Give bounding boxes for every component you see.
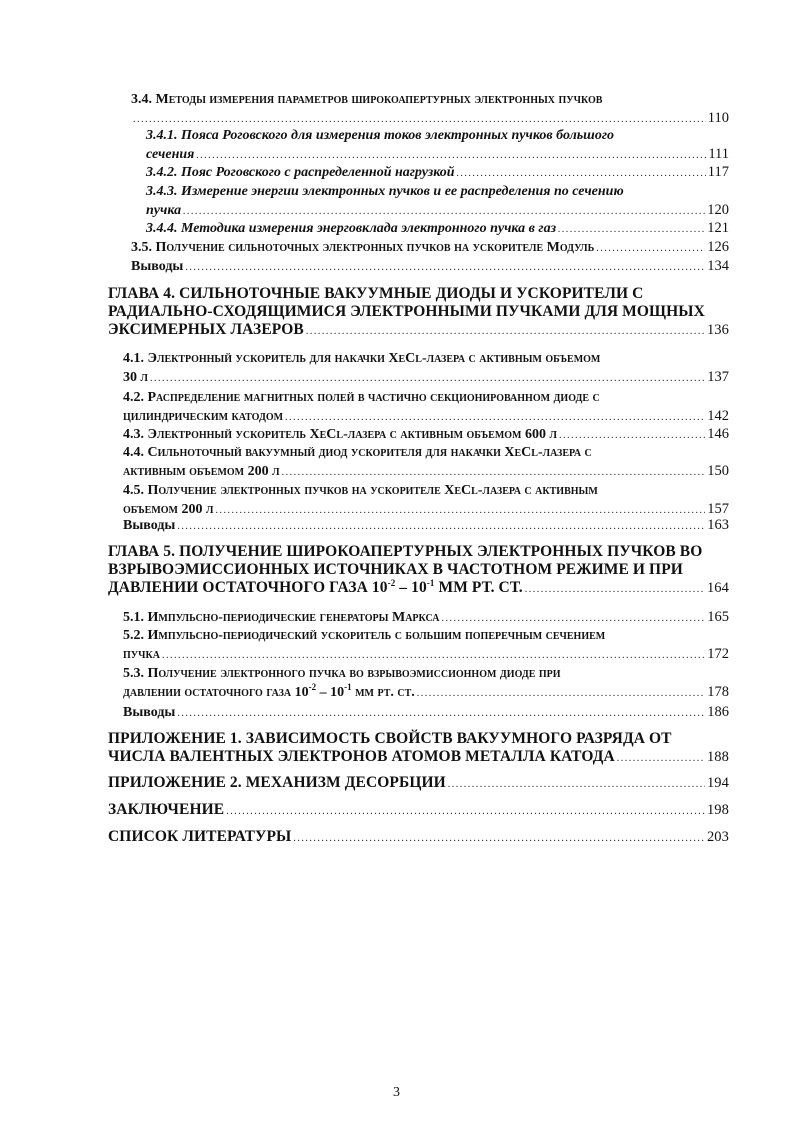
toc-page-number: 178 — [707, 684, 729, 700]
toc-entry-title-cont: пучка — [146, 203, 182, 218]
toc-entry-title: СПИСОК ЛИТЕРАТУРЫ — [108, 828, 292, 845]
toc-entry-title: 5.1. Импульсно-периодические генераторы Маркса — [123, 610, 440, 625]
toc-entry-conclusion[interactable] — [108, 801, 729, 819]
toc-page-number: 142 — [707, 408, 729, 424]
dot-leader — [559, 427, 705, 445]
toc-page-number: 165 — [707, 609, 729, 625]
toc-entry-4-4[interactable] — [123, 444, 729, 480]
toc-entry-title-cont: активным объемом 200 л — [123, 464, 280, 479]
toc-entry-title: 3.4.3. Измерение энергии электронных пучков и ее распределения по сечению — [146, 184, 624, 199]
toc-entry-title: 3.4.1. Пояса Роговского для измерения токов электронных пучков большого — [146, 128, 615, 143]
toc-entry-title: 4.1. Электронный ускоритель для накачки XeCl-лазера с активным объемом — [123, 351, 601, 366]
toc-entry-appendix-1[interactable] — [108, 730, 729, 766]
toc-entry-3-4-1[interactable] — [146, 127, 729, 163]
toc-entry-5-1[interactable] — [123, 608, 729, 626]
toc-entry-title: 3.4. Методы измерения параметров широкоапертурных электронных пучков — [131, 92, 603, 107]
toc-entry-title: ПРИЛОЖЕНИЕ 2. МЕХАНИЗМ ДЕСОРБЦИИ — [108, 774, 446, 791]
toc-entry-4-1[interactable] — [123, 350, 729, 386]
dot-leader — [282, 464, 706, 482]
dot-leader — [617, 750, 705, 768]
toc-entry-3-4[interactable] — [131, 91, 729, 127]
toc-page-number: 163 — [707, 517, 729, 533]
dot-leader — [185, 259, 705, 277]
dot-leader — [150, 370, 705, 388]
toc-page-number: 188 — [706, 749, 729, 765]
toc-page-number: 146 — [707, 426, 729, 442]
toc-page-number: 134 — [707, 258, 729, 274]
toc-page-number: 110 — [707, 110, 729, 126]
toc-entry-title: 3.5. Получение сильноточных электронных пучков на ускорителе Модуль — [131, 240, 595, 255]
toc-entry-title: 4.4. Сильноточный вакуумный диод ускорителя для накачки XeCl-лазера с — [123, 445, 592, 460]
toc-entry-title: Выводы — [123, 705, 176, 720]
toc-entry-4-5[interactable] — [123, 482, 729, 518]
toc-entry-appendix-2[interactable] — [108, 774, 729, 792]
toc-entry-title: ЗАКЛЮЧЕНИЕ — [108, 801, 225, 818]
toc-entry-title-cont: РАДИАЛЬНО-СХОДЯЩИМИСЯ ЭЛЕКТРОННЫМИ ПУЧКАМИ ДЛЯ МОЩНЫХ — [108, 303, 705, 320]
toc-page-number: 117 — [707, 164, 729, 180]
dot-leader — [457, 165, 706, 183]
toc-page-number: 136 — [706, 322, 729, 338]
dot-leader — [596, 240, 705, 258]
toc-page-number: 126 — [707, 239, 729, 255]
toc-entry-title: 4.3. Электронный ускоритель XeCl-лазера с активным объемом 600 л — [123, 427, 557, 442]
toc-page-number: 120 — [707, 202, 729, 218]
dot-leader — [293, 830, 705, 848]
toc-page-number: 111 — [708, 146, 729, 162]
toc-entry-title-cont: 30 л — [123, 370, 148, 385]
dot-leader — [441, 610, 705, 628]
toc-entry-title-cont: цилиндрическим катодом — [123, 409, 284, 424]
toc-entry-conclusions-ch3[interactable] — [131, 257, 729, 275]
toc-entry-3-4-3[interactable] — [146, 183, 729, 219]
toc-page-number: 150 — [707, 463, 729, 479]
toc-entry-5-3[interactable] — [123, 665, 729, 701]
toc-entry-title: Выводы — [123, 518, 176, 533]
toc-entry-chapter-4[interactable] — [108, 285, 729, 339]
dot-leader — [162, 647, 705, 665]
toc-entry-3-4-2[interactable] — [146, 163, 729, 181]
toc-page-number: 172 — [707, 646, 729, 662]
toc-page-number: 198 — [706, 802, 729, 818]
toc-entry-title: 5.2. Импульсно-периодический ускоритель с большим поперечным сечением — [123, 628, 606, 643]
toc-entry-title-cont: сечения — [146, 147, 195, 162]
dot-leader — [226, 803, 705, 821]
toc-page-number: 186 — [707, 704, 729, 720]
toc-page-number: 157 — [707, 501, 729, 517]
toc-entry-title: 3.4.4. Методика измерения энерговклада электронного пучка в газ — [146, 221, 557, 236]
dot-leader — [558, 221, 705, 239]
toc-page-number: 121 — [707, 220, 729, 236]
toc-entry-title-cont: объемом 200 л — [123, 502, 214, 517]
toc-entry-title-cont: давлении остаточного газа $10^{-2} - 10^{-1}$ мм рт. ст. — [123, 682, 415, 700]
dot-leader — [448, 776, 705, 794]
toc-entry-title: 4.5. Получение электронных пучков на ускорителе XeCl-лазера с активным — [123, 483, 598, 498]
dot-leader — [525, 581, 705, 599]
toc-entry-title-cont: ЧИСЛА ВАЛЕНТНЫХ ЭЛЕКТРОНОВ АТОМОВ МЕТАЛЛА КАТОДА — [108, 748, 615, 765]
toc-entry-title: Выводы — [131, 259, 184, 274]
dot-leader — [306, 323, 705, 341]
toc-entry-4-3[interactable] — [123, 425, 729, 443]
toc-entry-3-4-4[interactable] — [146, 219, 729, 237]
toc-entry-title: 5.3. Получение электронного пучка во взрывоэмиссионном диоде при — [123, 666, 561, 681]
toc-entry-4-2[interactable] — [123, 389, 729, 425]
toc-page-number: 194 — [706, 775, 729, 791]
toc-entry-conclusions-ch5[interactable] — [123, 703, 729, 721]
toc-entry-title: ПРИЛОЖЕНИЕ 1. ЗАВИСИМОСТЬ СВОЙСТВ ВАКУУМНОГО РАЗРЯДА ОТ — [108, 730, 672, 747]
toc-entry-3-5[interactable] — [131, 238, 729, 256]
dot-leader — [177, 705, 705, 723]
toc-page-number: 137 — [707, 369, 729, 385]
toc-entry-conclusions-ch4[interactable] — [123, 516, 729, 534]
toc-page-number: 164 — [706, 580, 729, 596]
dot-leader — [177, 518, 705, 536]
toc-entry-title: ГЛАВА 5. ПОЛУЧЕНИЕ ШИРОКОАПЕРТУРНЫХ ЭЛЕКТРОННЫХ ПУЧКОВ ВО — [108, 543, 703, 560]
toc-entry-title-cont: ДАВЛЕНИИ ОСТАТОЧНОГО ГАЗА $10^{-2} - 10^{-1}$ ММ РТ. СТ. — [108, 578, 523, 596]
toc-entry-references[interactable] — [108, 828, 729, 846]
page-number: 3 — [393, 1085, 400, 1100]
toc-page-number: 203 — [706, 829, 729, 845]
toc-entry-title-cont: ЭКСИМЕРНЫХ ЛАЗЕРОВ — [108, 321, 304, 338]
toc-entry-title: 3.4.2. Пояс Роговского с распределенной нагрузкой — [146, 165, 455, 180]
toc-entry-chapter-5[interactable] — [108, 543, 729, 597]
toc-entry-title-cont: ВЗРЫВОЭМИССИОННЫХ ИСТОЧНИКАХ В ЧАСТОТНОМ РЕЖИМЕ И ПРИ — [108, 561, 683, 578]
toc-entry-title: 4.2. Распределение магнитных полей в частично секционированном диоде с — [123, 390, 600, 405]
toc-entry-title-cont: пучка — [123, 647, 160, 662]
toc-entry-5-2[interactable] — [123, 627, 729, 663]
dot-leader — [417, 685, 705, 703]
toc-entry-title: ГЛАВА 4. СИЛЬНОТОЧНЫЕ ВАКУУМНЫЕ ДИОДЫ И УСКОРИТЕЛИ С — [108, 285, 644, 302]
